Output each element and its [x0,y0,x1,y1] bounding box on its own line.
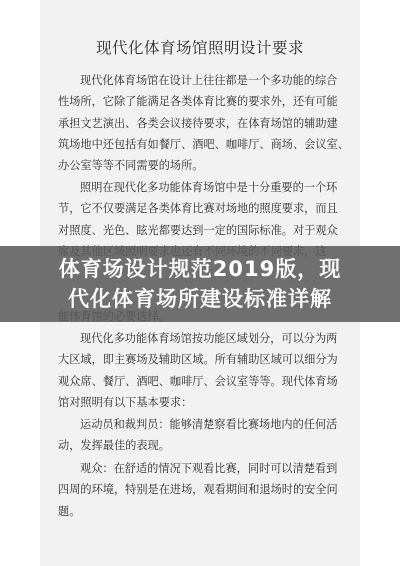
text-line: 节，它不仅要满足各类体育比赛对场地的照度要求，而且 [58,202,338,216]
paragraph-zones [58,328,340,413]
text-line: 对照度、光色、眩光都要达到一定的国际标准。对于观众 [58,223,338,237]
text-line: 动，发挥最佳的表现。 [58,439,170,453]
text-line: 观众：在舒适的情况下观看比赛，同时可以清楚看到 [80,462,338,475]
paragraph-intro [58,70,349,176]
headline-banner [0,246,400,322]
text-line: 运动员和裁判员：能够清楚察看比赛场地内的任何活 [80,418,338,431]
text-line: 筑场地中还包括有如餐厅、酒吧、咖啡厅、商场、会议室、 [58,137,349,151]
headline-line-1: 体育场设计规范2019版，现 [58,257,342,281]
text-line: 馆对照明有以下基本要求： [58,395,193,409]
text-line: 观众席、餐厅、酒吧、咖啡厅、会议室等等。现代体育场 [58,374,338,388]
paragraph-athletes [58,414,340,457]
document-title: 现代化体育场馆照明设计要求 [95,39,304,57]
headline-line-2: 代化体育场所建设标准详解 [68,287,332,311]
text-line: 现代化体育场馆在设计上往往都是一个多功能的综合 [80,74,338,87]
text-line: 照明在现代化多功能体育场馆中是十分重要的一个环 [80,181,338,194]
text-line: 大区域，即主赛场及辅助区域。所有辅助区域可以细分为 [58,353,338,367]
text-line: 办公室等等不同需要的场所。 [58,159,204,173]
text-line: 性场所，它除了能满足各类体育比赛的要求外，还有可能 [58,95,338,109]
text-line: 承担文艺演出、各类会议接待要求，在体育场馆的辅助建 [58,116,338,130]
text-line: 四周的环境，特别是在进场，观看期间和退场时的安全问 [58,483,338,497]
paragraph-audience [58,458,340,522]
text-line: 题。 [58,504,81,518]
text-line: 现代化多功能体育场馆按功能区域划分，可以分为两 [80,332,338,345]
